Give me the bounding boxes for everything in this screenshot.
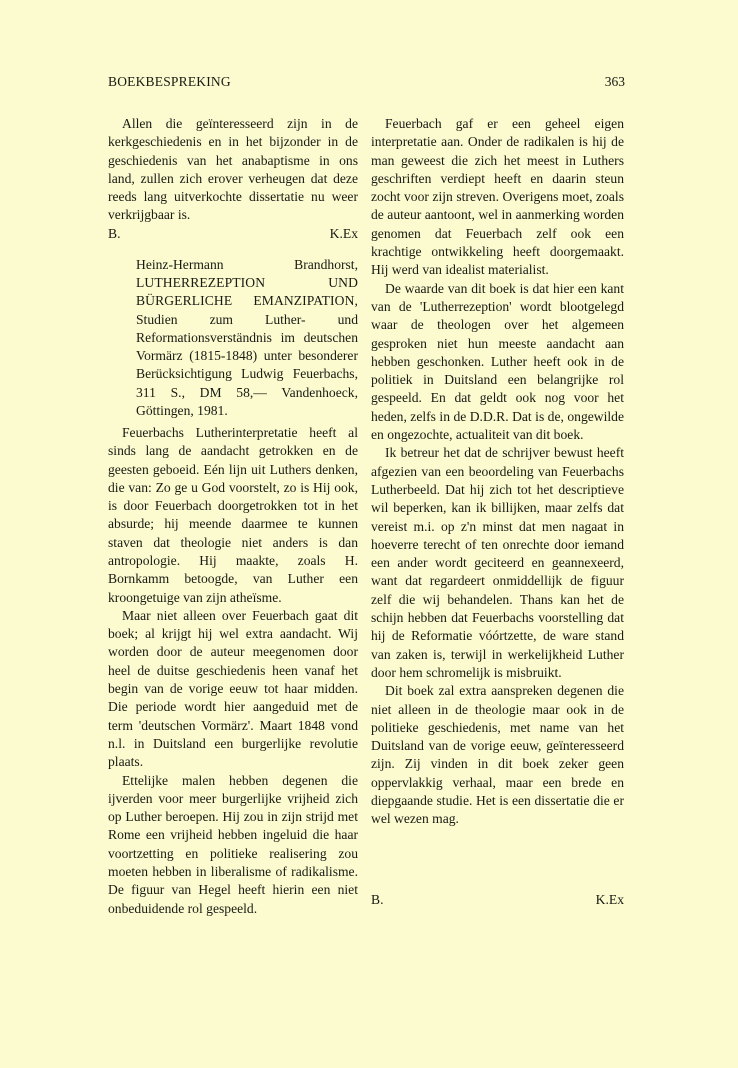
signature-initial: B. xyxy=(108,225,121,241)
right-column xyxy=(371,115,624,829)
closing-signature xyxy=(371,891,624,909)
signature-initial: B. xyxy=(371,892,384,907)
book-author: Heinz-Hermann Brandhorst, xyxy=(136,257,358,273)
left-column xyxy=(108,115,358,918)
book-details: Studien zum Luther- und Reformationsverständnis im deutschen Vormärz (1815-1848) unter besonderer Berücksichtigung Ludwig Feuerbachs, 311 S., DM 58,— Vandenhoeck, Göttingen, 1981. xyxy=(136,311,358,418)
book-title: LUTHERREZEPTION UND BÜRGERLICHE EMANZIPATION, xyxy=(136,275,358,309)
review-signature xyxy=(108,225,358,243)
signature-name: K.Ex xyxy=(329,225,358,241)
body-paragraph: Ettelijke malen hebben degenen die ijverden voor meer burgerlijke vrijheid zich op Luther beroepen. Hij zou in zijn strijd met Rome een vrijheid hebben ingeluid die haar voortzetting en politieke realisering zou moeten hebben in liberalisme of radikalisme. De figuur van Hegel heeft hierin een niet onbeduidende rol gespeeld. xyxy=(108,772,358,916)
body-paragraph: Feuerbachs Lutherinterpretatie heeft al sinds lang de aandacht getrokken en de geesten geboeid. Eén lijn uit Luthers denken, die van: Zo ge u God voorstelt, zo is Hij ook, is door Feuerbach doorgetrokken tot in het absurde; hij meende daarmee te kunnen staven dat theologie niet anders is dan antropologie. Hij maakte, zoals H. Bornkamm betoogde, van Luther een kroongetuige van zijn atheïsme. xyxy=(108,424,358,605)
reviewed-book-citation xyxy=(136,256,358,420)
page-number: 363 xyxy=(604,74,625,89)
signature-name: K.Ex xyxy=(595,892,624,907)
section-title: BOEKBESPREKING xyxy=(108,74,231,89)
body-paragraph: Feuerbach gaf er een geheel eigen interpretatie aan. Onder de radikalen is hij de man geweest die zich het meest in Luthers geschriften verdiept heeft en daarin steun zocht voor zijn streven. Overigens moet, zoals de auteur aantoont, wel in aanmerking worden genomen dat Feuerbach zelf ook een krachtige ontwikkeling heeft doorgemaakt. Hij werd van idealist materialist. xyxy=(371,116,624,278)
body-paragraph: Maar niet alleen over Feuerbach gaat dit boek; al krijgt hij wel extra aandacht. Wij worden door de auteur meegenomen door heel de duitse geschiedenis heen vanaf het begin van de vorige eeuw tot haar midden. Die periode wordt hier aangeduid met de term 'deutschen Vormärz'. Maart 1848 vond n.l. in Duitsland een burgerlijke revolutie plaats. xyxy=(108,607,358,770)
intro-paragraph: Allen die geïnteresseerd zijn in de kerkgeschiedenis en in het bijzonder in de geschiedenis van het anabaptisme in ons land, zullen zich erover verheugen dat deze reeds lang uitverkochte dissertatie nu weer verkrijgbaar is. xyxy=(108,116,358,223)
body-paragraph: Dit boek zal extra aanspreken degenen die niet alleen in de theologie maar ook in de politieke geschiedenis, met name van het Duitsland van de vorige eeuw, geïnteresseerd zijn. Zij vinden in dit boek zeker geen oppervlakkig verhaal, maar een brede en diepgaande studie. Het is een dissertatie die er wel wezen mag. xyxy=(371,683,624,827)
body-paragraph: De waarde van dit boek is dat hier een kant van de 'Lutherrezeption' wordt blootgelegd waar de theologen over het algemeen gesproken niet hun meeste aandacht aan hebben geschonken. Luther heeft ook in de politiek in Duitsland een belangrijke rol gespeeld. En dat geldt ook nog voor het heden, zelfs in de D.D.R. Dat is de, ongewilde en ongezochte, actualiteit van dit boek. xyxy=(371,280,624,443)
body-paragraph: Ik betreur het dat de schrijver bewust heeft afgezien van een beoordeling van Feuerbachs Lutherbeeld. Dat hij zich tot het descriptieve wil beperken, kan ik billijken, maar zelfs dat vereist m.i. op z'n minst dat men nagaat in hoeverre terecht of ten onrechte door iemand een ander wordt geciteerd en geannexeerd, want dat regardeert onmiddellijk de figuur zelf die wij behandelen. Thans kan het de schijn hebben dat Feuerbachs voorstelling dat hij de Reformatie vóórtzette, de ware stand van zaken is, terwijl in werkelijkheid Luther door hem schromelijk is misbruikt. xyxy=(371,445,624,680)
